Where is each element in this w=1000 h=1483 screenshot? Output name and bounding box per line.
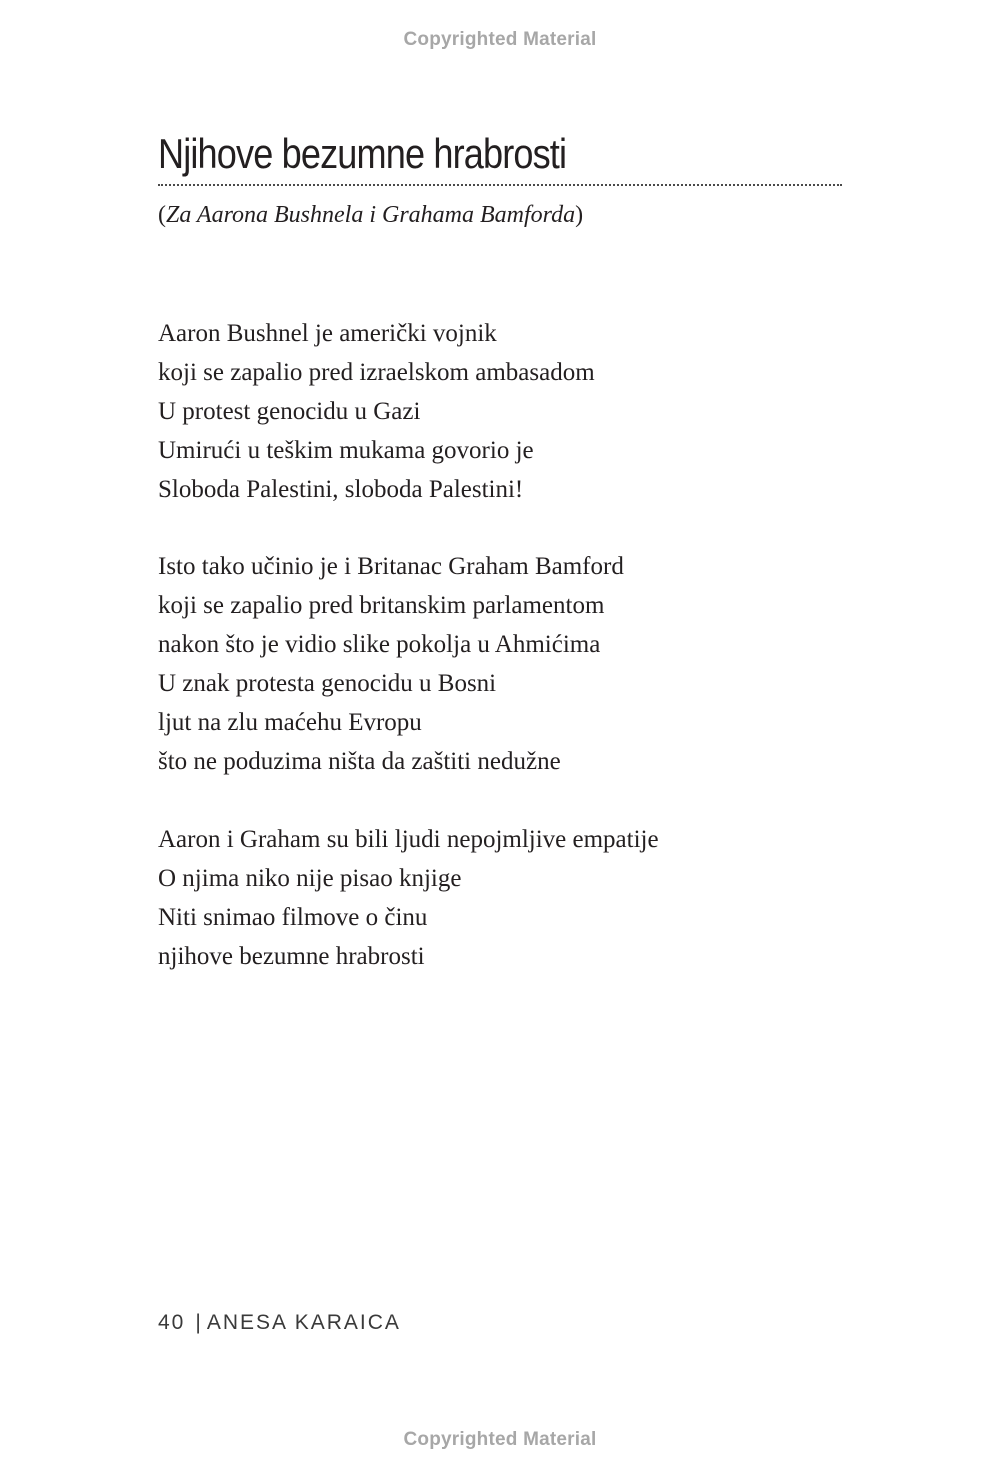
poem-line: Sloboda Palestini, sloboda Palestini! (158, 476, 524, 503)
page-footer (158, 1311, 401, 1335)
poem-line: koji se zapalio pred izraelskom ambasadom (158, 359, 595, 386)
poem-line: U znak protesta genocidu u Bosni (158, 670, 497, 697)
title-dotted-rule (158, 184, 842, 186)
poem-line: njihove bezumne hrabrosti (158, 943, 425, 970)
poem-line: U protest genocidu u Gazi (158, 398, 421, 425)
poem-line: O njima niko nije pisao knjige (158, 865, 462, 892)
poem-line: ljut na zlu maćehu Evropu (158, 709, 422, 736)
copyright-watermark-bottom: Copyrighted Material (403, 1429, 597, 1450)
dedication-open-paren: ( (158, 202, 166, 228)
stanza-1 (158, 314, 595, 509)
dedication-close-paren: ) (575, 202, 584, 228)
poem-line: Aaron i Graham su bili ljudi nepojmljive empatije (158, 826, 659, 853)
poem-line: Aaron Bushnel je američki vojnik (158, 320, 497, 347)
poem-line: Niti snimao filmove o činu (158, 904, 428, 931)
poem-line: što ne poduzima ništa da zaštiti nedužne (158, 748, 561, 775)
footer-separator: | (195, 1311, 203, 1334)
poem-title: Njihove bezumne hrabrosti (158, 130, 567, 177)
poem-line: nakon što je vidio slike pokolja u Ahmićima (158, 631, 601, 658)
poem-dedication (158, 202, 583, 229)
page-number: 40 (158, 1311, 186, 1334)
stanza-3 (158, 820, 659, 976)
footer-author: ANESA KARAICA (206, 1311, 401, 1334)
poem-line: Isto tako učinio je i Britanac Graham Bamford (158, 553, 624, 580)
poem-line: Umirući u teškim mukama govorio je (158, 437, 534, 464)
stanza-2 (158, 547, 624, 781)
poem-line: koji se zapalio pred britanskim parlamentom (158, 592, 605, 619)
copyright-watermark-top: Copyrighted Material (403, 29, 597, 50)
dedication-text: Za Aarona Bushnela i Grahama Bamforda (166, 202, 576, 228)
